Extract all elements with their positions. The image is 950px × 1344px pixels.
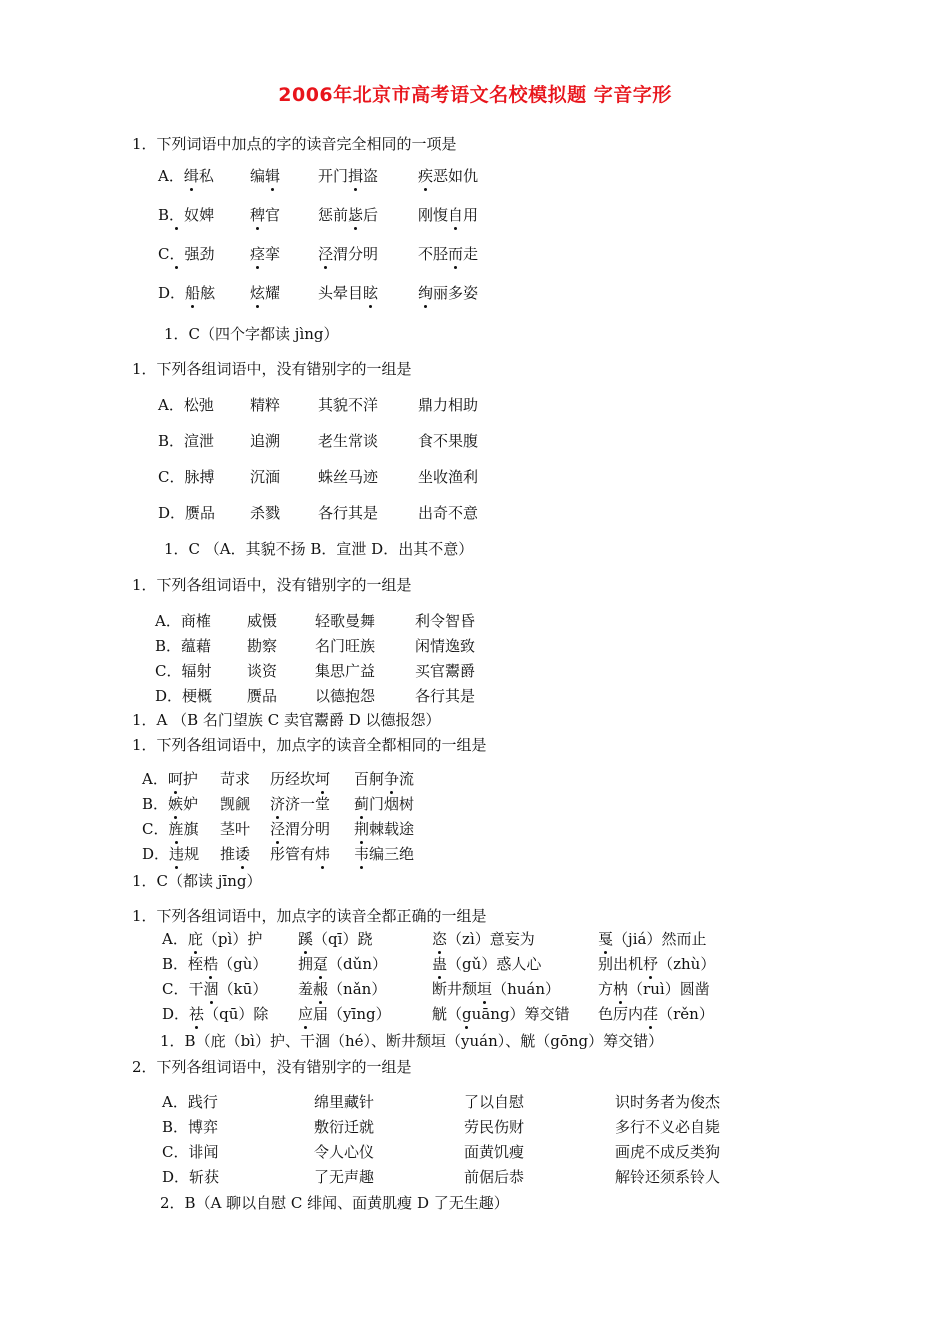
- q5-b-4: 别出机杼（zhù）: [598, 955, 716, 973]
- question-5-stem: 1．下列各组词语中，加点字的读音全都正确的一组是: [132, 907, 487, 925]
- q3-d-3: 以德抱怨: [315, 687, 376, 705]
- q6-a-1: A．践行: [162, 1093, 218, 1111]
- q2-b-4: 食不果腹: [418, 432, 479, 450]
- question-1-stem: 1．下列词语中加点的字的读音完全相同的一项是: [132, 135, 457, 153]
- q4-d-4: 韦编三绝: [354, 845, 415, 863]
- question-5-answer: 1．B（庇（bì）护、干涸（hé）、断井颓垣（yuán）、觥（gōng）筹交错）: [160, 1032, 664, 1050]
- q1-a-4: 疾恶如仇: [418, 167, 479, 185]
- q4-b-3: 济济一堂: [270, 795, 331, 813]
- q2-c-1: C．脉搏: [158, 468, 215, 486]
- question-1-answer: 1．C（四个字都读 jìng）: [164, 325, 339, 343]
- q4-b-4: 蓟门烟树: [354, 795, 415, 813]
- q2-c-2: 沉湎: [250, 468, 281, 486]
- q2-b-2: 追溯: [250, 432, 281, 450]
- q1-c-3: 泾渭分明: [318, 245, 379, 263]
- q6-c-4: 画虎不成反类狗: [615, 1143, 721, 1161]
- question-6-stem: 2．下列各组词语中，没有错别字的一组是: [132, 1058, 412, 1076]
- q1-b-3: 惩前毖后: [318, 206, 379, 224]
- q2-d-1: D．赝品: [158, 504, 216, 522]
- q5-c-1: C．干涸（kū）: [162, 980, 268, 998]
- q6-b-4: 多行不义必自毙: [615, 1118, 721, 1136]
- q1-a-3: 开门揖盗: [318, 167, 379, 185]
- q1-b-1: B．奴婢: [158, 206, 215, 224]
- question-4-answer: 1．C（都读 jīng）: [132, 872, 262, 890]
- q4-d-3: 彤管有炜: [270, 845, 331, 863]
- q2-b-3: 老生常谈: [318, 432, 379, 450]
- q5-b-1: B．桎梏（gù）: [162, 955, 268, 973]
- question-4-stem: 1．下列各组词语中，加点字的读音全都相同的一组是: [132, 736, 487, 754]
- q5-a-2: 蹊（qī）跷: [298, 930, 373, 948]
- q6-c-1: C．诽闻: [162, 1143, 219, 1161]
- q1-c-4: 不胫而走: [418, 245, 479, 263]
- q3-b-4: 闲情逸致: [415, 637, 476, 655]
- q6-c-3: 面黄饥瘦: [464, 1143, 525, 1161]
- q1-d-4: 绚丽多姿: [418, 284, 479, 302]
- q5-c-3: 断井颓垣（huán）: [432, 980, 561, 998]
- q5-a-4: 戛（jiá）然而止: [598, 930, 707, 948]
- q5-a-1: A．庇（pì）护: [162, 930, 263, 948]
- q4-c-2: 茎叶: [220, 820, 251, 838]
- q1-d-3: 头晕目眩: [318, 284, 379, 302]
- question-2-answer: 1．C （A．其貌不扬 B．宣泄 D．出其不意）: [164, 540, 474, 558]
- q4-a-1: A．呵护: [142, 770, 198, 788]
- q5-d-2: 应届（yīng）: [298, 1005, 391, 1023]
- q2-d-3: 各行其是: [318, 504, 379, 522]
- q5-d-1: D．祛（qū）除: [162, 1005, 269, 1023]
- q3-d-1: D．梗概: [155, 687, 213, 705]
- q5-c-4: 方枘（ruì）圆凿: [598, 980, 710, 998]
- q4-c-4: 荆棘载途: [354, 820, 415, 838]
- q6-a-2: 绵里藏针: [314, 1093, 375, 1111]
- q3-d-4: 各行其是: [415, 687, 476, 705]
- q3-a-3: 轻歌曼舞: [315, 612, 376, 630]
- q1-d-1: D．船舷: [158, 284, 216, 302]
- q1-d-2: 炫耀: [250, 284, 281, 302]
- q6-a-3: 了以自慰: [464, 1093, 525, 1111]
- q5-b-2: 拥趸（dǔn）: [298, 955, 388, 973]
- q2-d-4: 出奇不意: [418, 504, 479, 522]
- q6-d-1: D．斩获: [162, 1168, 220, 1186]
- q2-a-1: A．松弛: [158, 396, 214, 414]
- q3-a-1: A．商榷: [155, 612, 211, 630]
- q6-d-4: 解铃还须系铃人: [615, 1168, 721, 1186]
- q4-a-3: 历经坎坷: [270, 770, 331, 788]
- question-6-answer: 2．B（A 聊以自慰 C 绯闻、面黄肌瘦 D 了无生趣）: [160, 1194, 509, 1212]
- q6-c-2: 令人心仪: [314, 1143, 375, 1161]
- q6-d-2: 了无声趣: [314, 1168, 375, 1186]
- q1-b-2: 稗官: [250, 206, 281, 224]
- question-2-stem: 1．下列各组词语中，没有错别字的一组是: [132, 360, 412, 378]
- q4-b-1: B．嫉妒: [142, 795, 199, 813]
- q3-b-2: 勘察: [247, 637, 278, 655]
- q5-d-3: 觥（guāng）筹交错: [432, 1005, 570, 1023]
- q2-a-2: 精粹: [250, 396, 281, 414]
- q1-c-1: C．强劲: [158, 245, 215, 263]
- q4-a-2: 苛求: [220, 770, 251, 788]
- q6-b-1: B．博弈: [162, 1118, 219, 1136]
- q4-c-1: C．旌旗: [142, 820, 199, 838]
- page-title: 2006年北京市高考语文名校模拟题 字音字形: [278, 84, 672, 106]
- q3-c-4: 买官鬻爵: [415, 662, 476, 680]
- q3-d-2: 赝品: [247, 687, 278, 705]
- q5-c-2: 羞赧（nǎn）: [298, 980, 387, 998]
- q4-d-2: 推诿: [220, 845, 251, 863]
- q3-a-2: 威慑: [247, 612, 278, 630]
- question-3-stem: 1．下列各组词语中，没有错别字的一组是: [132, 576, 412, 594]
- q2-a-4: 鼎力相助: [418, 396, 479, 414]
- q2-d-2: 杀戮: [250, 504, 281, 522]
- q2-c-4: 坐收渔利: [418, 468, 479, 486]
- q5-d-4: 色厉内荏（rěn）: [598, 1005, 714, 1023]
- q1-b-4: 刚愎自用: [418, 206, 479, 224]
- q2-c-3: 蛛丝马迹: [318, 468, 379, 486]
- q1-a-1: A．缉私: [158, 167, 214, 185]
- question-3-answer: 1．A （B 名门望族 C 卖官鬻爵 D 以德报怨）: [132, 711, 441, 729]
- q1-c-2: 痉挛: [250, 245, 281, 263]
- q3-b-3: 名门旺族: [315, 637, 376, 655]
- q1-a-2: 编辑: [250, 167, 281, 185]
- q5-a-3: 恣（zì）意妄为: [432, 930, 535, 948]
- q4-d-1: D．违规: [142, 845, 200, 863]
- q3-a-4: 利令智昏: [415, 612, 476, 630]
- q2-a-3: 其貌不洋: [318, 396, 379, 414]
- q6-b-3: 劳民伤财: [464, 1118, 525, 1136]
- q4-c-3: 泾渭分明: [270, 820, 331, 838]
- q5-b-3: 蛊（gǔ）惑人心: [432, 955, 542, 973]
- q6-a-4: 识时务者为俊杰: [615, 1093, 721, 1111]
- q6-b-2: 敷衍迁就: [314, 1118, 375, 1136]
- q3-b-1: B．蕴藉: [155, 637, 212, 655]
- q3-c-3: 集思广益: [315, 662, 376, 680]
- q6-d-3: 前倨后恭: [464, 1168, 525, 1186]
- q2-b-1: B．渲泄: [158, 432, 215, 450]
- q3-c-2: 谈资: [247, 662, 278, 680]
- q3-c-1: C．辐射: [155, 662, 212, 680]
- q4-a-4: 百舸争流: [354, 770, 415, 788]
- q4-b-2: 觊觎: [220, 795, 251, 813]
